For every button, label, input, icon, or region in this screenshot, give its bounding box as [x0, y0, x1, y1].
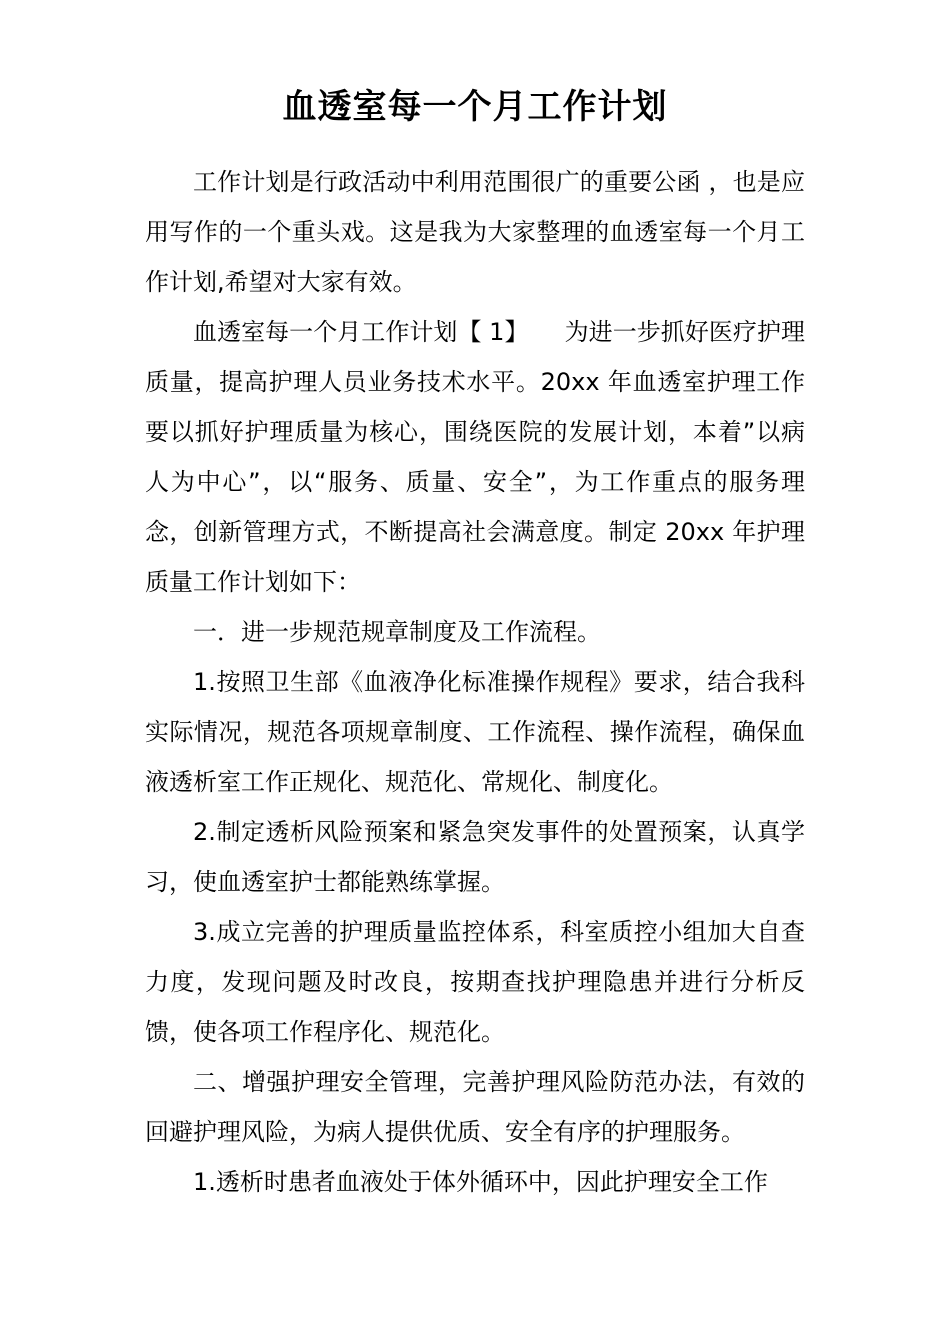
document-title: 血透室每一个月工作计划: [282, 87, 668, 127]
paragraph-item-3: 3.成立完善的护理质量监控体系，科室质控小组加大自查力度，发现问题及时改良，按期查找护理隐患并进行分析反馈，使各项工作程序化、规范化。: [145, 918, 805, 1046]
document-body: [145, 157, 805, 1207]
paragraph-section-two-item-1: 1.透析时患者血液处于体外循环中，因此护理安全工作: [193, 1168, 768, 1196]
paragraph-section-two-heading: 二、增强护理安全管理，完善护理风险防范办法，有效的回避护理风险，为病人提供优质、安全有序的护理服务。: [145, 1068, 805, 1146]
paragraph-intro: 工作计划是行政活动中利用范围很广的重要公函 ，也是应用写作的一个重头戏。这是我为大家整理的血透室每一个月工作计划,希望对大家有效。: [145, 168, 805, 296]
paragraph-section-one-heading: 一．进一步规范规章制度及工作流程。: [193, 618, 601, 646]
paragraph-item-2: 2.制定透析风险预案和紧急突发事件的处置预案，认真学习，使血透室护士都能熟练掌握。: [145, 818, 805, 896]
paragraph-item-1: 1.按照卫生部《血液净化标准操作规程》要求，结合我科实际情况，规范各项规章制度、工作流程、操作流程，确保血液透析室工作正规化、规范化、常规化、制度化。: [145, 668, 805, 796]
paragraph-plan-overview: 血透室每一个月工作计划【 1】 为进一步抓好医疗护理质量，提高护理人员业务技术水平。20xx 年血透室护理工作要以抓好护理质量为核心，围绕医院的发展计划，本着”以病人为中心”，以“服务、质量、安全”，为工作重点的服务理念，创新管理方式，不断提高社会满意度。制定 20xx 年护理质量工作计划如下：: [145, 318, 805, 596]
